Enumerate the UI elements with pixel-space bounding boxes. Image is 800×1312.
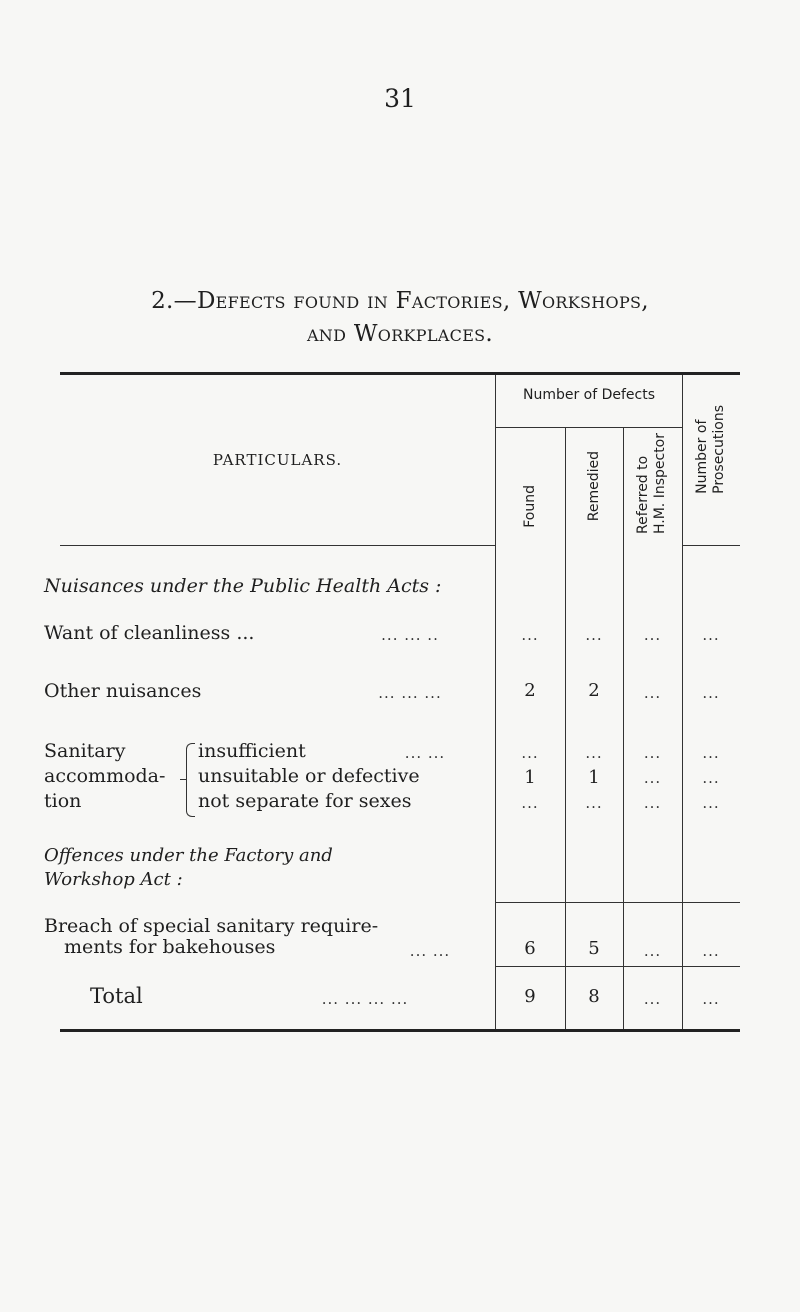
row-sanitary-label-1: Sanitary: [44, 740, 126, 762]
total-referred: ...: [643, 990, 662, 1008]
row-unsuitable-label: unsuitable or defective: [198, 765, 420, 787]
row-sanitary-label-3: tion: [44, 790, 82, 812]
row-unsuitable-found: 1: [524, 767, 536, 788]
row-unsuitable-prosecutions: ...: [702, 769, 720, 787]
section-offences-line-1: Offences under the Factory and: [44, 845, 333, 866]
rule-header-bottom-right: [682, 545, 740, 546]
rule-subheader: [495, 427, 682, 428]
row-want-leader: ... ... ..: [381, 626, 439, 644]
header-prosecutions: [694, 405, 728, 494]
row-insufficient-leader: ... ...: [404, 744, 446, 762]
row-insufficient-found: ...: [521, 744, 539, 762]
row-other-remedied: 2: [588, 680, 600, 701]
row-other-referred: ...: [643, 684, 662, 702]
header-remedied: Remedied: [586, 451, 602, 522]
row-insufficient-remedied: ...: [585, 744, 603, 762]
row-unsuitable-referred: ...: [643, 769, 662, 787]
header-referred-line-2: H.M. Inspector: [652, 433, 668, 535]
sanitary-brace-tip: [180, 779, 186, 780]
row-not-separate-found: ...: [521, 794, 539, 812]
header-particulars: PARTICULARS.: [212, 451, 343, 469]
rule-header-bottom-left: [60, 545, 495, 546]
row-want-remedied: ...: [585, 626, 603, 644]
section-offences-line-2: Workshop Act :: [44, 869, 183, 890]
row-want-referred: ...: [643, 626, 662, 644]
section-nuisances: Nuisances under the Public Health Acts :: [44, 575, 442, 597]
row-insufficient-referred: ...: [643, 744, 662, 762]
total-found: 9: [524, 986, 536, 1007]
row-not-separate-label: not separate for sexes: [198, 790, 412, 812]
total-label: Total: [90, 984, 143, 1008]
row-not-separate-referred: ...: [643, 794, 662, 812]
row-breach-leader: ... ...: [409, 942, 451, 960]
heading-line-2: and Workplaces.: [306, 321, 494, 347]
row-want-label: Want of cleanliness ...: [44, 622, 255, 644]
page-heading: [0, 285, 800, 351]
header-number-of-defects: Number of Defects: [522, 387, 656, 403]
rule-col-prosecutions: [682, 375, 683, 960]
row-want-found: ...: [521, 626, 539, 644]
row-want-prosecutions: ...: [702, 626, 720, 644]
header-prosecutions-line-1: Number of: [694, 419, 710, 494]
page-number: 31: [384, 84, 416, 113]
total-frame: [60, 960, 740, 1032]
row-unsuitable-remedied: 1: [588, 767, 600, 788]
header-prosecutions-line-2: Prosecutions: [711, 405, 727, 494]
row-other-label: Other nuisances: [44, 680, 202, 702]
row-breach-label-1: Breach of special sanitary require-: [44, 915, 379, 937]
row-not-separate-remedied: ...: [585, 794, 603, 812]
total-leader: ... ... ... ...: [321, 990, 409, 1008]
defects-table: [44, 372, 740, 960]
rule-total-top-line: [495, 966, 740, 967]
row-insufficient-prosecutions: ...: [702, 744, 720, 762]
total-prosecutions: ...: [702, 990, 720, 1008]
row-breach-remedied: 5: [588, 938, 600, 959]
sanitary-brace: [186, 743, 195, 817]
header-referred-line-1: Referred to: [635, 455, 651, 535]
row-not-separate-prosecutions: ...: [702, 794, 720, 812]
row-breach-referred: ...: [643, 942, 662, 960]
row-breach-label-2: ments for bakehouses: [64, 936, 276, 958]
row-sanitary-label-2: accommoda-: [44, 765, 166, 787]
row-insufficient-label: insufficient: [198, 740, 306, 762]
heading-line-1: 2.—Defects found in Factories, Workshops,: [151, 288, 649, 314]
row-breach-prosecutions: ...: [702, 942, 720, 960]
row-other-prosecutions: ...: [702, 684, 720, 702]
rule-total-top: [495, 902, 740, 903]
rule-col-found: [495, 375, 496, 960]
row-breach-found: 6: [524, 938, 536, 959]
header-referred: [635, 433, 669, 534]
total-remedied: 8: [588, 986, 600, 1007]
row-other-leader: ... ... ...: [378, 684, 442, 702]
header-found: Found: [522, 485, 538, 528]
row-other-found: 2: [524, 680, 536, 701]
